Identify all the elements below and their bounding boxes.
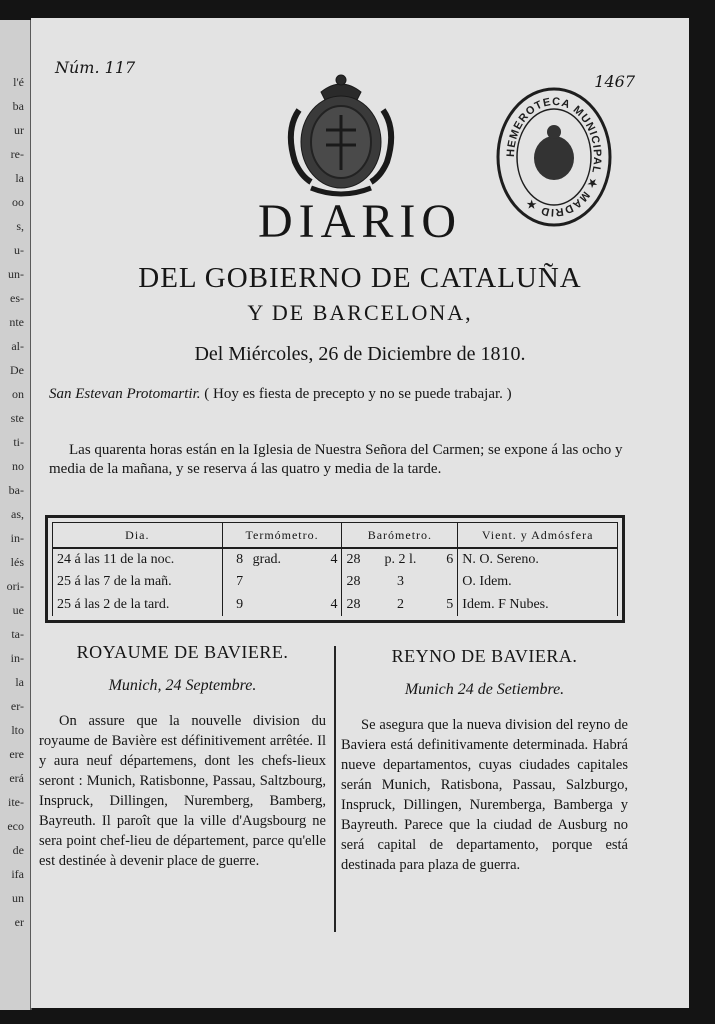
cell-viento: Idem. F Nubes. [458,594,618,616]
weather-table [52,522,618,616]
margin-fragment: De [10,363,24,377]
margin-fragment: no [12,459,24,473]
margin-fragment: ba- [8,483,24,497]
baro-p: 3 [396,574,404,590]
baro-frac: 5 [446,596,454,612]
margin-fragment: ori- [6,579,24,593]
french-column [39,642,326,871]
margin-fragment: ste [10,411,24,425]
margin-fragment: in- [10,531,24,545]
term-frac: 4 [330,596,338,612]
header-termometro: Termómetro. [222,523,342,549]
newspaper-page [31,18,689,1008]
cell-dia: 25 á las 7 de la mañ. [53,571,223,593]
spanish-column [341,646,628,875]
svg-text:HEMEROTECA MUNICIPAL ★ MADRID: HEMEROTECA MUNICIPAL ★ MADRID ★ [504,95,604,219]
margin-fragment: erá [9,771,24,785]
issue-date: Del Miércoles, 26 de Diciembre de 1810. [194,343,526,365]
margin-fragment: ti- [13,435,24,449]
french-article: On assure que la nouvelle division du royaume de Bavière est définitivement arrêtée. Il y aura neuf départemens, dont les chefs-lieux seront : Munich, Ratisbonne, Passau, Saltzbourg, Inspruck, Dillingen, Nuremberg, Bamberg, Bayreuth. Il paroît que la ville d'Augsbourg ne sera point chef-lieu de département, parce qu'elle est destinée à devenir place de guerre. [39,713,326,869]
saint-notice-text: ( Hoy es fiesta de precepto y no se puede trabajar. ) [200,386,512,402]
cell-termometro [222,548,342,571]
margin-fragment: un [12,891,24,905]
margin-fragment: er [14,915,24,929]
margin-fragment: ue [12,603,24,617]
margin-fragment: ba [12,99,24,113]
term-unit: grad. [252,552,282,568]
margin-fragment: lés [10,555,24,569]
weather-row [53,548,618,571]
cell-dia: 24 á las 11 de la noc. [53,548,223,571]
margin-fragment: ifa [11,867,24,881]
baro-pulg: 28 [346,552,361,568]
saint-of-day-notice [49,385,641,404]
margin-fragment: de [12,843,24,857]
spanish-article: Se asegura que la nueva division del reyno de Baviera está definitivamente determinada. Habrá nueve departamentos, cuyas ciudades capitales serán Munich, Ratisbona, Passau, Salzburgo, Inspruck, Dillingen, Nuremberga, Bamberga y Bayreuth. Parece que la ciudad de Ausburg no será capital de departamento, porque está destinada para plaza de guerra. [341,717,628,873]
margin-fragment: ta- [11,627,24,641]
margin-fragment: un- [8,267,24,281]
baro-pulg: 28 [346,596,361,612]
margin-fragment: ere [9,747,24,761]
term-grado: 7 [236,574,244,590]
margin-fragment: lto [11,723,24,737]
spanish-heading: REYNO DE BAVIERA. [391,646,578,666]
margin-fragment: s, [16,219,24,233]
header-dia: Dia. [53,523,223,549]
term-grado: 9 [236,596,244,612]
baro-p: 2 [396,596,404,612]
margin-fragment: es- [10,291,24,305]
french-heading: ROYAUME DE BAVIERE. [76,642,289,662]
weather-row [53,571,618,593]
issue-number: Núm. 117 [55,58,136,77]
margin-fragment: in- [10,651,24,665]
margin-fragment: oo [12,195,24,209]
header-barometro: Barómetro. [342,523,458,549]
cell-viento: N. O. Sereno. [458,548,618,571]
cell-viento: O. Idem. [458,571,618,593]
header-viento: Vient. y Admósfera [458,523,618,549]
margin-fragment: ite- [8,795,24,809]
column-divider [334,646,336,932]
coat-of-arms-emblem [281,70,401,200]
baro-pulg: 28 [346,574,361,590]
cell-termometro [222,571,342,593]
quarenta-horas-notice: Las quarenta horas están en la Iglesia de Nuestra Señora del Carmen; se expone á las ocho y media de la mañana, y se reserva á las quatro y media de la tarde. [49,442,623,477]
saint-name: San Estevan Protomartir. [49,386,201,402]
cell-termometro [222,594,342,616]
page-number: 1467 [594,72,635,91]
term-grado: 8 [236,552,244,568]
margin-fragment: la [15,171,24,185]
margin-fragment: u- [14,243,24,257]
masthead-subtitle-city: Y DE BARCELONA, [247,300,473,325]
margin-fragment: as, [11,507,24,521]
cell-barometro [342,594,458,616]
margin-fragment: eco [7,819,24,833]
baro-frac: 6 [446,552,454,568]
spanish-dateline: Munich 24 de Setiembre. [404,681,565,698]
margin-fragment: er- [10,699,24,713]
margin-fragment: on [12,387,24,401]
term-frac: 4 [330,552,338,568]
baro-p: p. 2 l. [384,552,417,568]
margin-fragment: re- [10,147,24,161]
margin-fragment: al- [11,339,24,353]
margin-fragment: la [15,675,24,689]
margin-fragment: nte [9,315,24,329]
french-dateline: Munich, 24 Septembre. [108,677,257,694]
masthead-title: DIARIO [258,195,462,248]
margin-fragment: l'é [13,75,24,89]
cell-barometro [342,548,458,571]
masthead-subtitle: DEL GOBIERNO DE CATALUÑA [138,262,582,294]
weather-row [53,594,618,616]
adjacent-page-edge [0,20,32,1010]
cell-barometro [342,571,458,593]
cell-dia: 25 á las 2 de la tard. [53,594,223,616]
margin-fragment: ur [14,123,24,137]
weather-table-frame [45,515,625,623]
